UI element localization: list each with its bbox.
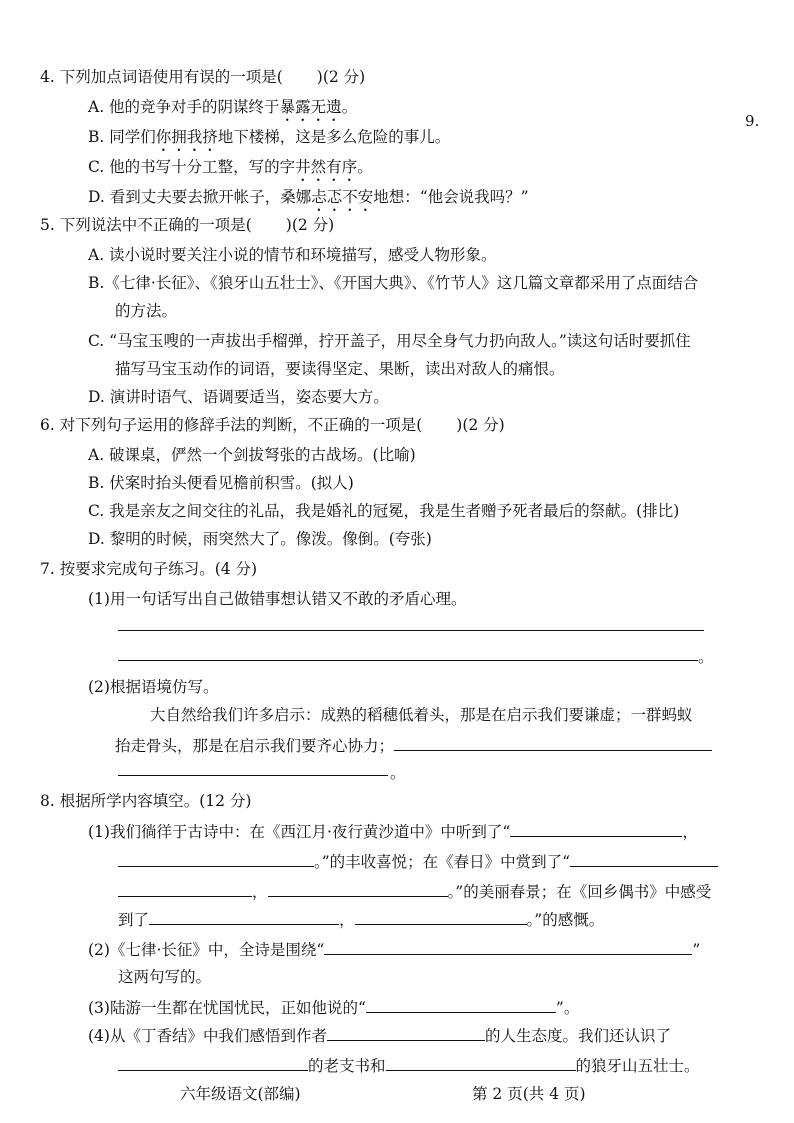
q8-part2-line2: 这两句写的。	[118, 968, 212, 986]
answer-paren[interactable]	[283, 66, 317, 82]
q7-stem: 7. 按要求完成句子练习。(4 分)	[40, 560, 258, 578]
q8-part4-line1: (4)从《丁香结》中我们感悟到作者 的人生态度。我们还认识了	[88, 1024, 671, 1047]
footer-page-number: 第 2 页(共 4 页)	[472, 1085, 586, 1103]
q6-option-d: D. 黎明的时候，雨突然大了。像泼。像倒。(夸张)	[88, 530, 432, 548]
q6-option-a: A. 破课桌，俨然一个剑拔弩张的古战场。(比喻)	[88, 446, 416, 464]
q7-part2-context: 大自然给我们许多启示：成熟的稻穗低着头，那是在启示我们要谦虚；一群蚂蚁	[150, 706, 693, 724]
q8-blank-9[interactable]	[366, 996, 556, 1013]
q7-part2-end: 。	[390, 764, 406, 782]
q7-part2-context-cont: 抬走骨头，那是在启示我们要齐心协力；	[115, 734, 712, 757]
q7-part2: (2)根据语境仿写。	[88, 678, 219, 696]
q8-blank-11[interactable]	[118, 1054, 308, 1071]
q8-part1-line1: (1)我们徜徉于古诗中：在《西江月·夜行黄沙道中》中听到了“ ，	[88, 820, 698, 843]
q4-option-d: D. 看到丈夫要去掀开帐子，桑娜忐忑不安地想：“他会说我吗？”	[88, 188, 529, 206]
q5-option-b-cont: 的方法。	[115, 302, 178, 320]
q6-stem: 6. 对下列句子运用的修辞手法的判断，不正确的一项是( )(2 分)	[40, 416, 505, 434]
q7-answer-line-2[interactable]	[118, 660, 698, 661]
q4-stem: 4. 下列加点词语使用有误的一项是( )(2 分)	[40, 68, 366, 86]
footer-subject: 六年级语文(部编)	[180, 1085, 301, 1103]
q7-answer-line-1[interactable]	[118, 630, 704, 631]
q5-option-a: A. 读小说时要关注小说的情节和环境描写，感受人物形象。	[88, 246, 497, 264]
q5-option-b: B.《七律·长征》、《狼牙山五壮士》、《开国大典》、《竹节人》这几篇文章都采用了点面结合	[88, 274, 699, 292]
q8-blank-10[interactable]	[327, 1024, 485, 1041]
q4-option-c: C. 他的书写十分工整，写的字井然有序。	[88, 158, 373, 176]
q7-fill-blank-1[interactable]	[394, 734, 712, 751]
q4-option-b: B. 同学们你拥我挤地下楼梯，这是多么危险的事儿。	[88, 128, 451, 146]
q5-option-c: C. “马宝玉嗖的一声拔出手榴弹，拧开盖子，用尽全身气力扔向敌人。”读这句话时要抓住	[88, 332, 691, 350]
q5-option-c-cont: 描写马宝玉动作的词语，要读得坚定、果断，读出对敌人的痛恨。	[115, 360, 565, 378]
q5-stem: 5. 下列说法中不正确的一项是( )(2 分)	[40, 216, 335, 234]
q8-blank-7[interactable]	[355, 908, 527, 925]
q6-option-b: B. 伏案时抬头便看见檐前积雪。(拟人)	[88, 474, 354, 492]
q8-part4-line2: 的老支书和 的狼牙山五壮士。	[118, 1054, 700, 1077]
q8-blank-3[interactable]	[570, 850, 718, 867]
q7-part1: (1)用一句话写出自己做错事想认错又不敢的矛盾心理。	[88, 590, 467, 608]
q7-fill-blank-2[interactable]	[118, 775, 388, 776]
q8-part1-line3: ， 。”的美丽春景；在《回乡偶书》中感受	[118, 880, 711, 903]
q4-option-a: A. 他的竞争对手的阴谋终于暴露无遗。	[88, 98, 358, 116]
answer-paren[interactable]	[422, 414, 456, 430]
side-question-number: 9.	[745, 112, 760, 130]
q8-blank-5[interactable]	[268, 880, 448, 897]
q8-part2-line1: (2)《七律·长征》中，全诗是围绕“ ”	[88, 938, 700, 961]
q8-stem: 8. 根据所学内容填空。(12 分)	[40, 792, 252, 810]
q8-blank-12[interactable]	[386, 1054, 576, 1071]
q8-blank-1[interactable]	[510, 820, 682, 837]
q8-part1-line2: 。”的丰收喜悦；在《春日》中赏到了“	[118, 850, 718, 873]
q6-option-c: C. 我是亲友之间交往的礼品，我是婚礼的冠冕，我是生者赠予死者最后的祭献。(排比)	[88, 502, 680, 520]
answer-paren[interactable]	[252, 214, 286, 230]
q8-blank-2[interactable]	[118, 850, 314, 867]
q7-line-end: 。	[698, 648, 714, 666]
q8-blank-4[interactable]	[118, 880, 252, 897]
q8-part3: (3)陆游一生都在忧国忧民，正如他说的“ ”。	[88, 996, 579, 1019]
q8-blank-8[interactable]	[324, 938, 692, 955]
q8-part1-line4: 到了 ， 。”的感慨。	[118, 908, 604, 931]
q8-blank-6[interactable]	[149, 908, 339, 925]
q5-option-d: D. 演讲时语气、语调要适当，姿态要大方。	[88, 388, 389, 406]
